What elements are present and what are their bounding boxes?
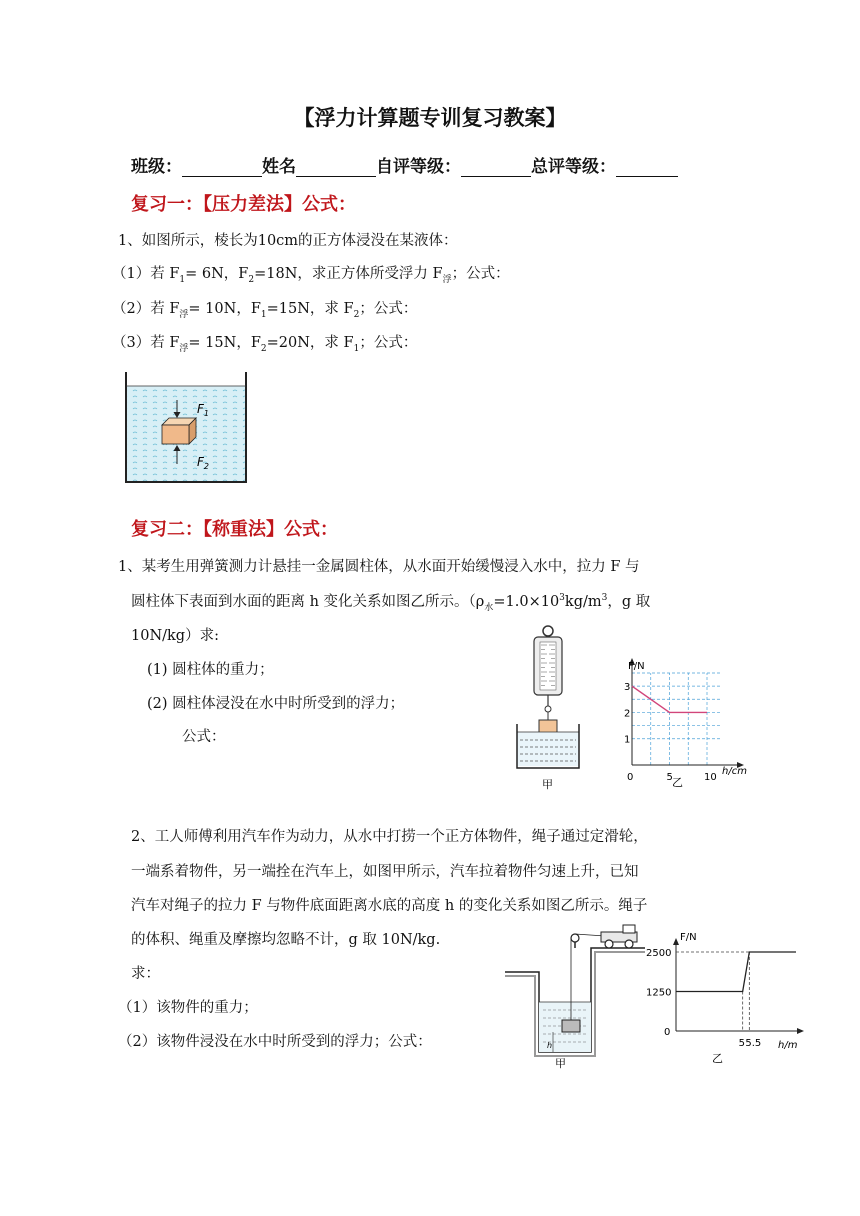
chart-2-xtick: 5.5 <box>745 1038 762 1049</box>
chart-1-xtick: 10 <box>704 772 717 783</box>
chart-2-ylabel: F/N <box>680 932 697 943</box>
object-block <box>562 1020 580 1032</box>
chart-2-xlabel: h/m <box>778 1040 798 1051</box>
h-label: h <box>547 1041 553 1050</box>
s2-q2-sub1: （1）该物件的重力； <box>118 1000 258 1016</box>
pulley <box>571 934 579 942</box>
section2-heading: 复习二：【称重法】公式： <box>131 519 338 540</box>
chart-1-ytick: 2 <box>624 708 631 720</box>
chart-1 <box>614 652 764 792</box>
chart-1-xlabel: h/cm <box>722 766 747 777</box>
s2-q2-line5: 求： <box>131 966 160 982</box>
s1-part2: （2）若 $F_浮= 10N$，$F_1=15N$，求 $F_2$；公式： <box>112 301 418 320</box>
chart-1-xtick: 5 <box>666 772 673 783</box>
name-label: 姓名 <box>262 157 296 177</box>
s1-part1: （1）若 $F_1= 6N$，$F_2=18N$，求正方体所受浮力 $F_浮$；公式： <box>112 266 510 285</box>
s2-q1-line1: 1、某考生用弹簧测力计悬挂一金属圆柱体，从水面开始缓慢浸入水中，拉力 F 与 <box>118 559 640 575</box>
f2-label: $F_2$ <box>197 455 209 471</box>
self-grade-label: 自评等级： <box>376 157 461 177</box>
info-row <box>131 152 678 177</box>
label-yi-2: 乙 <box>712 1052 723 1065</box>
chart-2-ytick: 1250 <box>646 987 672 999</box>
cube-tank-figure <box>122 370 252 488</box>
total-grade-blank[interactable] <box>616 158 678 177</box>
class-blank[interactable] <box>182 158 262 177</box>
chart-2-ytick: 0 <box>664 1027 671 1038</box>
section1-heading: 复习一：【压力差法】公式： <box>131 194 356 215</box>
s1-part3: （3）若 $F_浮= 15N$，$F_2=20N$，求 $F_1$；公式： <box>112 335 418 354</box>
s2-q1-line3: 10N/kg）求: <box>131 628 219 644</box>
s2-q1-line2: 圆柱体下表面到水面的距离 h 变化关系如图乙所示。（$\rho_水=1.0\times 10^3kg/m^3$，g 取 <box>131 593 651 613</box>
self-grade-blank[interactable] <box>461 158 531 177</box>
s2-q2-line4: 的体积、绳重及摩擦均忽略不计，g 取 10N/kg. <box>131 932 441 948</box>
s2-q2-line1: 2、工人师傅利用汽车作为动力，从水中打捞一个正方体物件，绳子通过定滑轮， <box>131 829 648 845</box>
chart-2-series-line <box>676 952 796 992</box>
s1-q1-intro: 1、如图所示，棱长为10cm的正方体浸没在某液体： <box>118 233 458 249</box>
f1-label: $F_1$ <box>197 402 209 418</box>
chart-2 <box>640 926 815 1066</box>
chart-1-grid <box>632 673 722 765</box>
class-label: 班级： <box>131 157 182 177</box>
label-jia-1: 甲 <box>542 778 553 791</box>
name-blank[interactable] <box>296 158 376 177</box>
chart-1-ytick: 1 <box>624 734 631 746</box>
s2-q1-formula: 公式： <box>182 729 226 745</box>
s2-q2-sub2: （2）该物件浸没在水中时所受到的浮力；公式： <box>118 1034 432 1050</box>
chart-1-ytick: 3 <box>624 682 631 694</box>
page-title: 【浮力计算题专训复习教案】 <box>293 106 567 130</box>
s2-q1-sub2: (2) 圆柱体浸没在水中时所受到的浮力； <box>147 696 405 712</box>
label-jia-2: 甲 <box>555 1057 566 1070</box>
pulley-figure <box>505 920 645 1070</box>
s2-q2-line2: 一端系着物件，另一端拴在汽车上，如图甲所示，汽车拉着物件匀速上升，已知 <box>131 864 639 880</box>
label-yi-1: 乙 <box>672 776 683 789</box>
s2-q2-line3: 汽车对绳子的拉力 F 与物件底面距离水底的高度 h 的变化关系如图乙所示。绳子 <box>131 898 648 914</box>
s2-q1-sub1: (1) 圆柱体的重力； <box>147 662 274 678</box>
total-grade-label: 总评等级： <box>531 157 616 177</box>
chart-1-xtick: 0 <box>627 772 634 783</box>
cube <box>162 418 196 444</box>
chart-2-ytick: 2500 <box>646 948 672 959</box>
chart-2-xtick: 5 <box>738 1038 746 1049</box>
car <box>601 925 637 948</box>
spring-scale-figure <box>510 622 590 794</box>
chart-1-ylabel: F/N <box>628 661 645 672</box>
